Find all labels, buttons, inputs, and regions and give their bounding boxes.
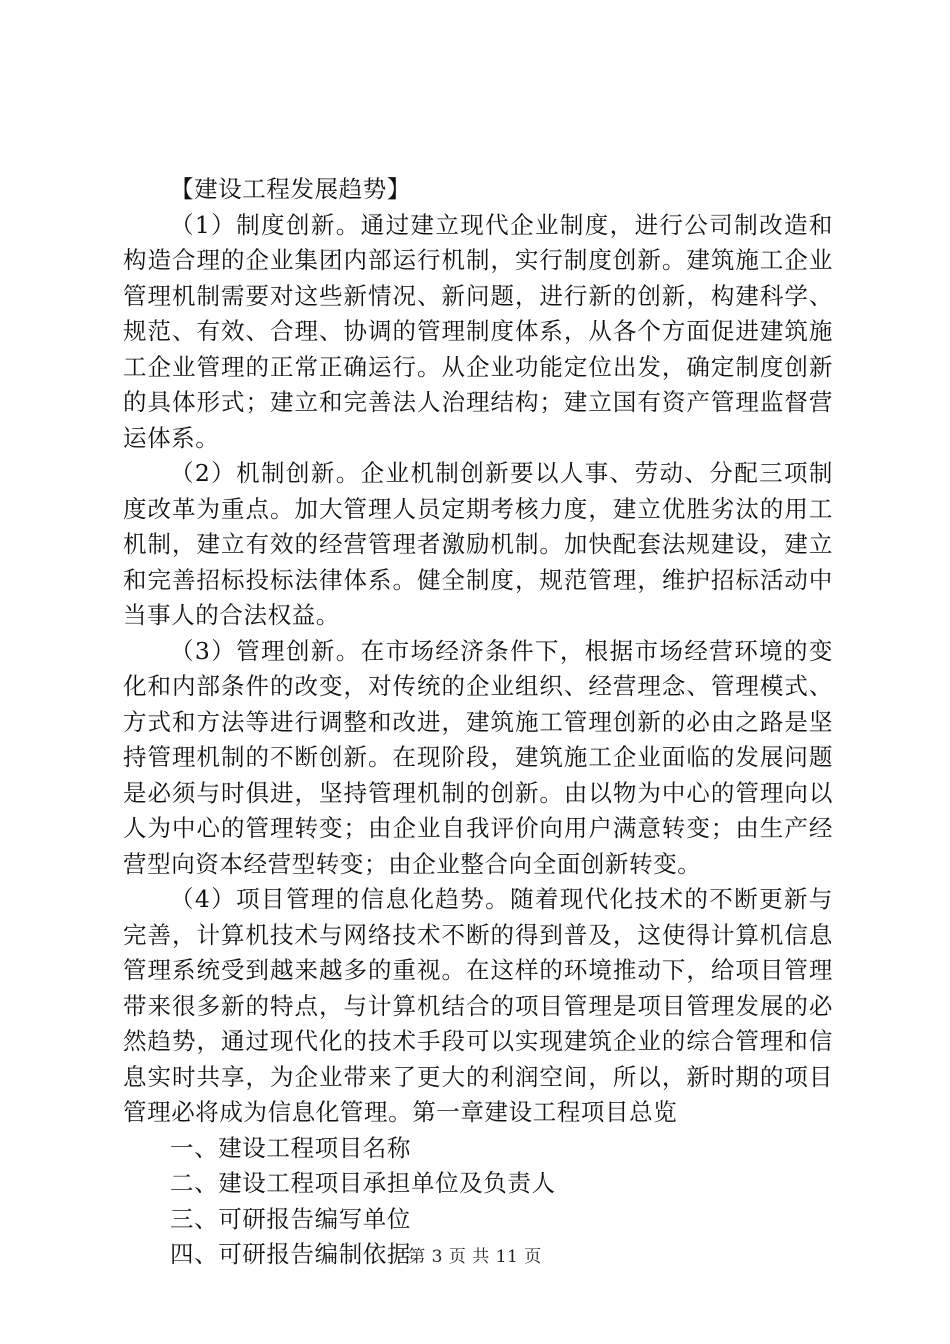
outline-item-2: 二、建设工程项目承担单位及负责人 [170,1169,556,1197]
document-body [123,172,833,1273]
paragraph-management-innovation: （3）管理创新。在市场经济条件下，根据市场经营环境的变化和内部条件的改变，对传统的企业组织、经营理念、管理模式、方式和方法等进行调整和改进，建筑施工管理创新的必由之路是坚持管理机制的不断创新。在现阶段，建筑施工企业面临的发展问题是必须与时俱进，坚持管理机制的创新。由以物为中心的管理向以人为中心的管理转变；由企业自我评价向用户满意转变；由生产经营型向资本经营型转变；由企业整合向全面创新转变。 [123,636,833,878]
page-number-footer: 第 3 页 共 11 页 [408,1247,542,1267]
outline-item-3: 三、可研报告编写单位 [170,1204,411,1233]
section-heading: 【建设工程发展趋势】 [170,175,411,203]
paragraph-mechanism-innovation: （2）机制创新。企业机制创新要以人事、劳动、分配三项制度改革为重点。加大管理人员定期考核力度，建立优胜劣汰的用工机制，建立有效的经营管理者激励机制。加快配套法规建设，建立和完善招标投标法律体系。健全制度，规范管理，维护招标活动中当事人的合法权益。 [123,459,833,629]
outline-item-1: 一、建设工程项目名称 [170,1133,411,1162]
outline-item-4: 四、可研报告编制依据 [170,1240,411,1268]
paragraph-institution-innovation: （1）制度创新。通过建立现代企业制度，进行公司制改造和构造合理的企业集团内部运行机制，实行制度创新。建筑施工企业管理机制需要对这些新情况、新问题，进行新的创新，构建科学、规范、有效、合理、协调的管理制度体系，从各个方面促进建筑施工企业管理的正常正确运行。从企业功能定位出发，确定制度创新的具体形式；建立和完善法人治理结构；建立国有资产管理监督营运体系。 [123,210,833,452]
paragraph-informatization-trend: （4）项目管理的信息化趋势。随着现代化技术的不断更新与完善，计算机技术与网络技术不断的得到普及，这使得计算机信息管理系统受到越来越多的重视。在这样的环境推动下，给项目管理带来很多新的特点，与计算机结合的项目管理是项目管理发展的必然趋势，通过现代化的技术手段可以实现建筑企业的综合管理和信息实时共享，为企业带来了更大的利润空间，所以，新时期的项目管理必将成为信息化管理。第一章建设工程项目总览 [123,885,833,1126]
